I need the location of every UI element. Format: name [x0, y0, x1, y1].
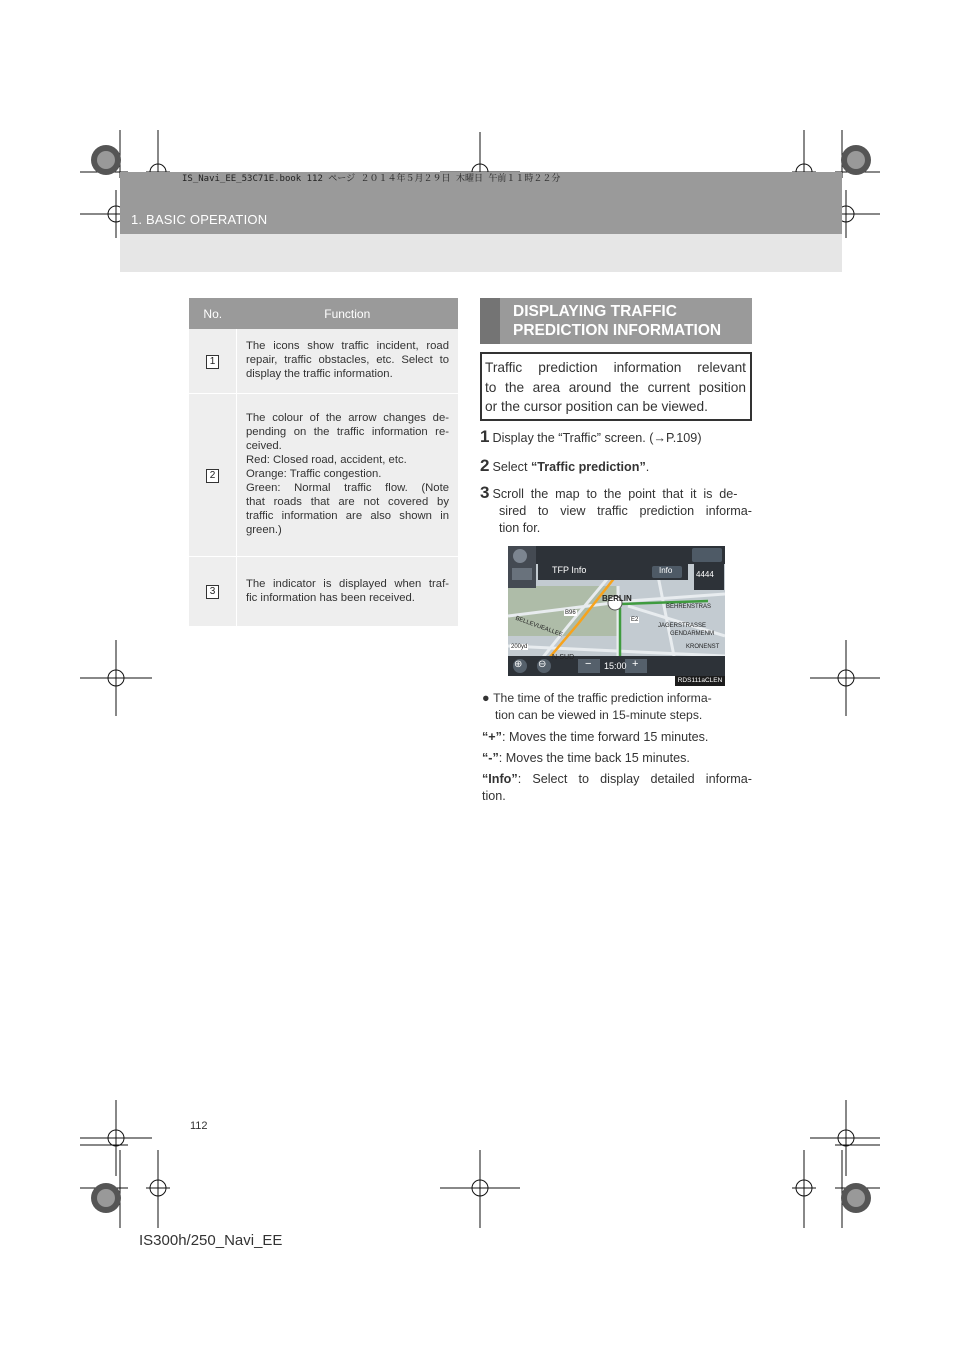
time-plus-button[interactable]: + [632, 658, 639, 670]
step-text: sired to view traffic prediction informa- [499, 504, 752, 518]
note-text: : Moves the time forward 15 minutes. [501, 730, 709, 744]
map-label: B96 [565, 610, 576, 616]
description-line: Red: Closed road, accident, etc. [246, 454, 407, 466]
row-description [237, 394, 459, 557]
description-line: that roads that are not covered by [246, 496, 449, 508]
model-code: IS300h/250_Navi_EE [139, 1232, 283, 1249]
section-title: 1. BASIC OPERATION [131, 212, 268, 227]
map-label: KRONENST [686, 644, 720, 650]
number-box: 3 [206, 585, 219, 599]
row-description [237, 557, 459, 627]
description-line: The indicator is displayed when traf- [246, 577, 449, 590]
bullet-text: tion can be viewed in 15-minute steps. [495, 708, 703, 722]
description-line: fic information has been received. [246, 591, 415, 604]
description-line: Green: Normal traffic flow. (Note [246, 482, 449, 494]
step-text: Scroll the map to the point that it is de- [492, 487, 738, 501]
scale-indicator: 200yd [511, 644, 528, 650]
col-no-header: No. [189, 298, 237, 329]
row-description [237, 329, 459, 394]
bullet-text: The time of the traffic prediction informa- [493, 691, 712, 705]
description-line: The colour of the arrow changes de- [246, 412, 449, 424]
image-code: RDS111aCLEN [675, 676, 725, 686]
map-label: BEHRENSTRAS [666, 604, 712, 610]
map-label: BERLIN [602, 594, 632, 603]
zoom-out-button[interactable]: ⊖ [538, 659, 547, 670]
map-config-icon [512, 568, 532, 580]
info-button[interactable]: Info [659, 566, 673, 575]
zoom-in-button[interactable]: ⊕ [514, 659, 523, 670]
description-line: pending on the traffic information re- [246, 426, 449, 438]
step-number: 2 [480, 456, 490, 475]
number-box: 2 [206, 469, 219, 483]
step-number: 3 [480, 483, 490, 502]
intro-line: or the cursor position can be viewed. [485, 399, 708, 414]
time-minus-button[interactable]: − [585, 658, 592, 670]
time-display: 15:00 [604, 661, 627, 671]
section-heading [513, 302, 749, 340]
bullet-note [482, 690, 752, 724]
step-number: 1 [480, 427, 490, 446]
map-label: E2 [631, 617, 639, 623]
step-text: Select [492, 460, 531, 474]
description-line: The icons show traffic incident, road [246, 340, 449, 352]
table-row [189, 557, 458, 627]
map-label: BELLEVUEALLEE [514, 615, 564, 639]
tfp-info-tab[interactable]: TFP Info [552, 565, 587, 575]
step-1 [480, 428, 702, 447]
col-function-header: Function [237, 298, 459, 329]
back-icon [692, 548, 722, 562]
step-text: Display the “Traffic” screen. (→P.109) [492, 431, 702, 445]
note-key: “Info” [482, 772, 518, 786]
plus-note [482, 729, 752, 746]
table-row [189, 329, 458, 394]
note-text: : Moves the time back 15 minutes. [498, 751, 690, 765]
table-row [189, 394, 458, 557]
info-note [482, 771, 752, 805]
route-badge: 4444 [696, 570, 714, 579]
heading-line: PREDICTION INFORMATION [513, 322, 722, 339]
note-text: tion. [482, 789, 506, 803]
intro-text [485, 358, 746, 417]
step-key: “Traffic prediction” [530, 460, 646, 474]
compass-icon [513, 549, 527, 563]
minus-note [482, 750, 752, 767]
function-table [189, 298, 458, 626]
description-line: ceived. [246, 440, 282, 452]
map-label: GENDARMENM [670, 631, 715, 637]
note-text: : Select to display detailed informa- [517, 772, 752, 786]
description-line: display the traffic information. [246, 368, 393, 380]
row-number-cell [189, 557, 237, 627]
map-label: N-SUD [552, 654, 575, 661]
row-number-cell [189, 329, 237, 394]
step-2 [480, 457, 649, 476]
note-key: “+” [482, 730, 502, 744]
intro-line: to the area around the current position [485, 379, 746, 395]
description-line: traffic information are also shown in [246, 510, 449, 522]
description-line: Orange: Traffic congestion. [246, 468, 382, 480]
step-3 [480, 484, 752, 537]
row-number-cell [189, 394, 237, 557]
book-info: IS_Navi_EE_53C71E.book 112 ページ ２０１４年５月２９日 木曜日 午前１１時２２分 [182, 174, 561, 184]
heading-line: DISPLAYING TRAFFIC [513, 303, 677, 320]
section-heading-accent [480, 298, 500, 344]
map-label: JAGERSTRASSE [658, 623, 707, 629]
description-line: repair, traffic obstacles, etc. Select to [246, 354, 449, 366]
note-key: “-” [482, 751, 499, 765]
intro-line: Traffic prediction information relevant [485, 360, 746, 375]
step-text: tion for. [499, 521, 541, 535]
map-drawing [508, 546, 725, 676]
bullet-icon: ● [482, 691, 490, 705]
table-header-row [189, 298, 458, 329]
step-text: . [645, 460, 650, 474]
description-line: green.) [246, 524, 282, 536]
traffic-map-screenshot [508, 546, 725, 676]
page-number: 112 [190, 1120, 208, 1132]
number-box: 1 [206, 355, 219, 369]
